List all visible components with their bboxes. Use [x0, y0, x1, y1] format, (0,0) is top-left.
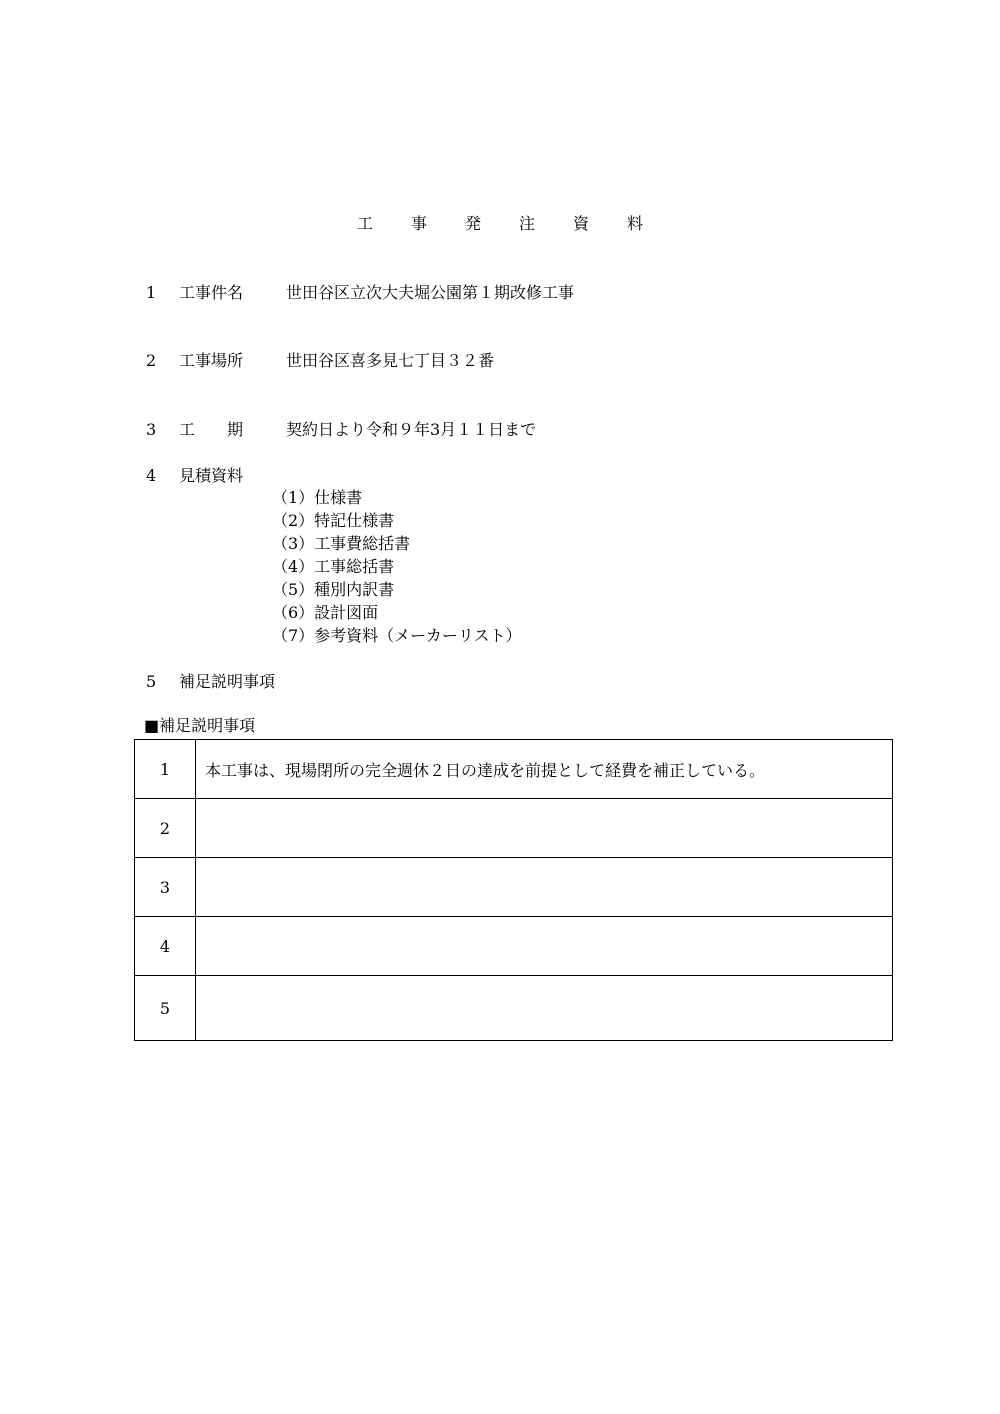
estimate-material-item: （7）参考資料（メーカーリスト） — [272, 626, 522, 645]
section-3-value: 契約日より令和９年3月１１日まで — [286, 420, 537, 439]
note-number: 3 — [135, 858, 196, 917]
note-text — [196, 799, 893, 858]
note-number: 1 — [135, 740, 196, 799]
note-number: 2 — [135, 799, 196, 858]
title-char: 料 — [627, 214, 644, 233]
note-text — [196, 917, 893, 976]
estimate-material-item: （4）工事総括書 — [272, 557, 395, 576]
table-row — [135, 799, 893, 858]
table-row — [135, 976, 893, 1041]
note-text — [196, 858, 893, 917]
note-number: 4 — [135, 917, 196, 976]
estimate-material-item: （5）種別内訳書 — [272, 580, 395, 599]
section-5-number: 5 — [146, 672, 157, 691]
section-2-value: 世田谷区喜多見七丁目３２番 — [286, 351, 495, 370]
section-2-number: 2 — [146, 351, 157, 370]
section-5-label: 補足説明事項 — [179, 672, 276, 691]
section-2-label: 工事場所 — [179, 351, 244, 370]
title-char: 工 — [357, 214, 374, 233]
title-char: 資 — [573, 214, 590, 233]
section-3-number: 3 — [146, 420, 157, 439]
section-1-value: 世田谷区立次大夫堀公園第１期改修工事 — [286, 283, 575, 302]
note-number: 5 — [135, 976, 196, 1041]
title-char: 発 — [465, 214, 482, 233]
section-1-label: 工事件名 — [179, 283, 244, 302]
section-1-number: 1 — [146, 283, 157, 302]
estimate-material-item: （3）工事費総括書 — [272, 534, 411, 553]
section-3-label: 工 期 — [179, 420, 244, 439]
title-char: 注 — [519, 214, 536, 233]
notes-table — [134, 739, 893, 1041]
estimate-material-item: （2）特記仕様書 — [272, 511, 395, 530]
notes-heading: ■補足説明事項 — [144, 716, 256, 735]
section-4-label: 見積資料 — [179, 466, 244, 485]
title-char: 事 — [411, 214, 428, 233]
note-text — [196, 976, 893, 1041]
table-row — [135, 740, 893, 799]
table-row — [135, 858, 893, 917]
table-row — [135, 917, 893, 976]
estimate-material-item: （1）仕様書 — [272, 488, 363, 507]
note-text: 本工事は、現場閉所の完全週休２日の達成を前提として経費を補正している。 — [196, 740, 893, 799]
section-4-number: 4 — [146, 466, 157, 485]
estimate-material-item: （6）設計図面 — [272, 603, 379, 622]
